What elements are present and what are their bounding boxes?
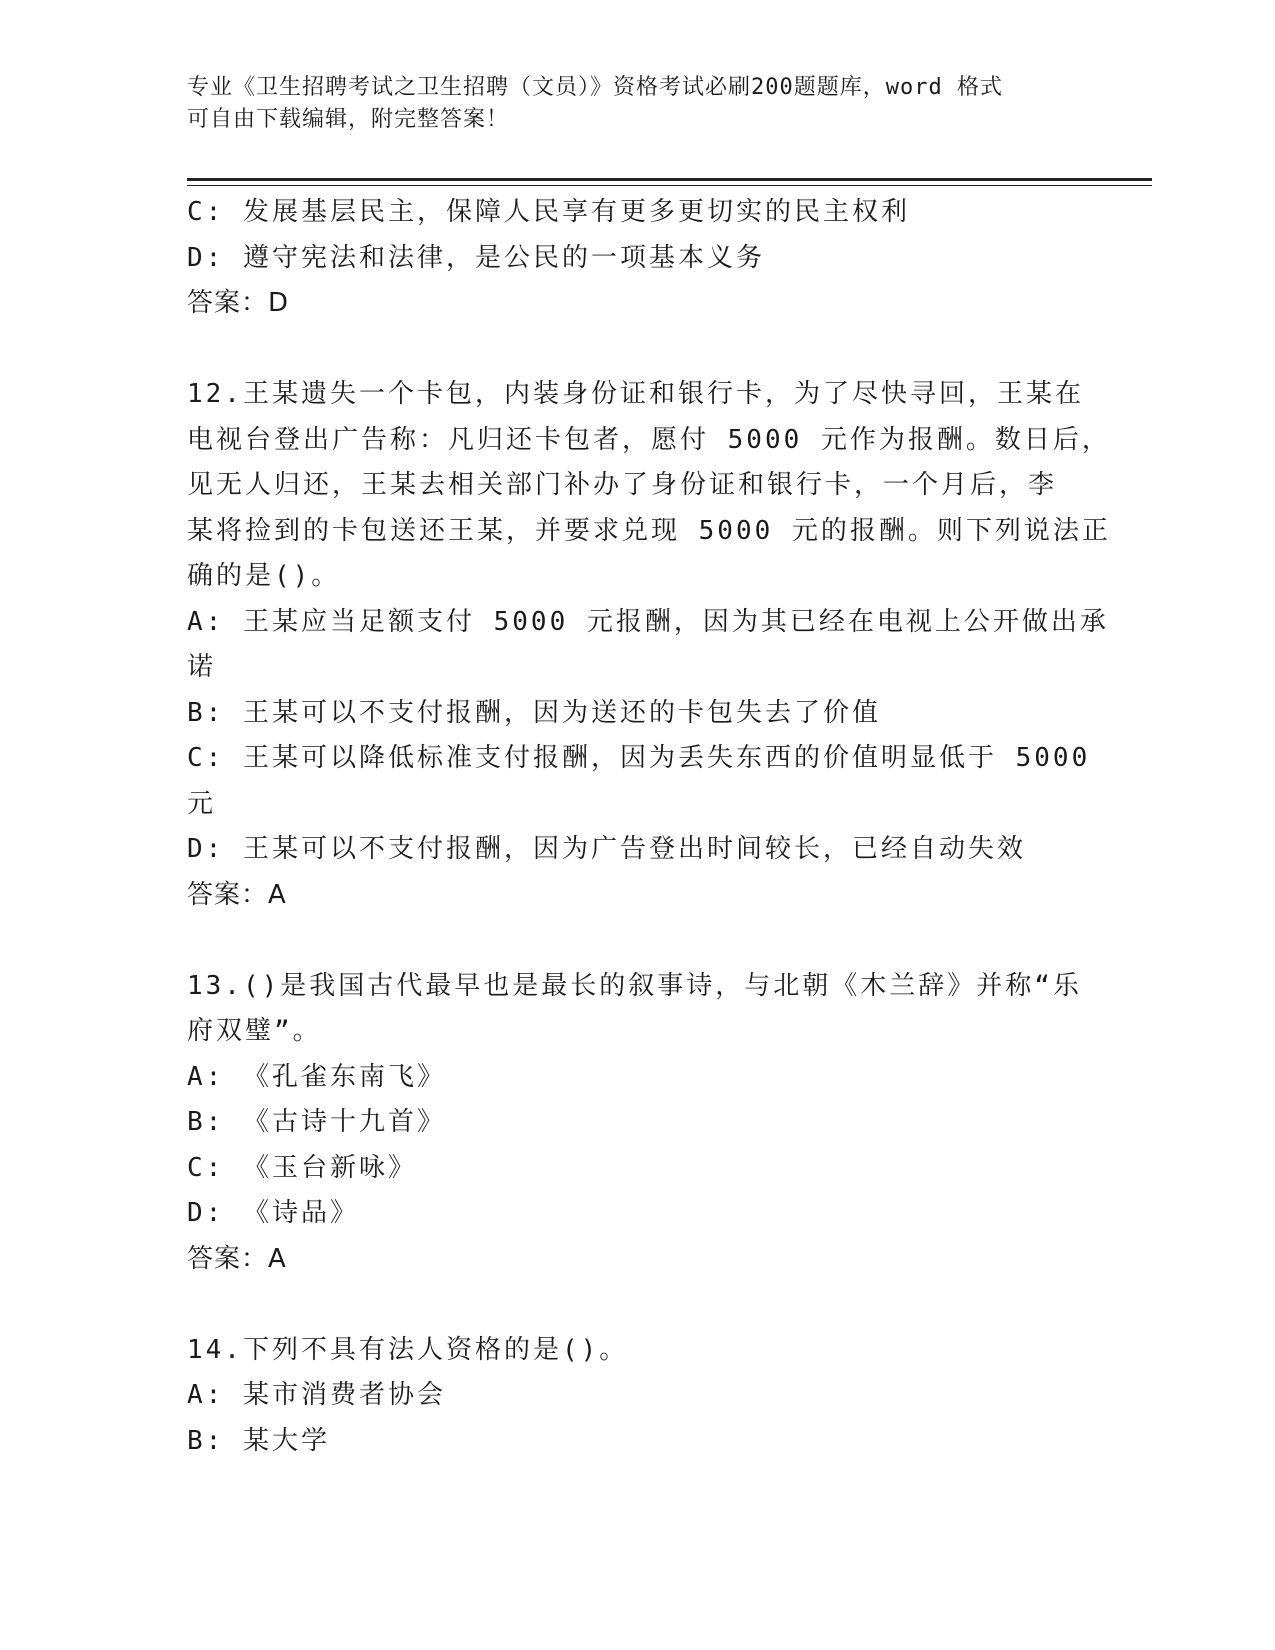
q12-option-c-line-2: 元 xyxy=(187,788,217,819)
q13-option-c: C: 《玉台新咏》 xyxy=(187,1152,417,1183)
q12-option-a-line-1: A: 王某应当足额支付 5000 元报酬，因为其已经在电视上公开做出承 xyxy=(187,606,1109,637)
q12-stem-line-5: 确的是()。 xyxy=(187,561,341,591)
q12-option-d: D: 王某可以不支付报酬，因为广告登出时间较长，已经自动失效 xyxy=(187,834,1026,864)
q12-answer: 答案：A xyxy=(187,879,287,910)
q13-option-a: A: 《孔雀东南飞》 xyxy=(187,1061,446,1092)
q11-option-d: D: 遵守宪法和法律，是公民的一项基本义务 xyxy=(187,242,765,273)
q11-answer: 答案：D xyxy=(187,288,290,318)
q12-stem-line-1: 12.王某遗失一个卡包，内装身份证和银行卡，为了尽快寻回，王某在 xyxy=(187,379,1084,409)
spacer xyxy=(187,1282,1087,1328)
document-header xyxy=(187,72,1087,136)
q12-stem-line-4: 某将捡到的卡包送还王某，并要求兑现 5000 元的报酬。则下列说法正 xyxy=(187,515,1111,546)
q11-option-c: C: 发展基层民主，保障人民享有更多更切实的民主权利 xyxy=(187,197,910,227)
q13-stem-line-1: 13.()是我国古代最早也是最长的叙事诗，与北朝《木兰辞》并称“乐 xyxy=(187,970,1082,1001)
q12-option-b: B: 王某可以不支付报酬，因为送还的卡包失去了价值 xyxy=(187,697,881,728)
q12-stem-line-3: 见无人归还，王某去相关部门补办了身份证和银行卡，一个月后，李 xyxy=(187,470,1058,500)
q14-option-a: A: 某市消费者协会 xyxy=(187,1380,446,1410)
spacer xyxy=(187,327,1087,373)
q13-option-b: B: 《古诗十九首》 xyxy=(187,1107,446,1137)
q12-option-a-line-2: 诺 xyxy=(187,652,217,682)
header-title-line-2: 可自由下载编辑，附完整答案！ xyxy=(187,107,510,132)
q14-option-b: B: 某大学 xyxy=(187,1425,330,1456)
header-divider-thin xyxy=(187,185,1152,186)
q13-stem-line-2: 府双璧”。 xyxy=(187,1016,322,1046)
q12-stem-line-2: 电视台登出广告称：凡归还卡包者，愿付 5000 元作为报酬。数日后， xyxy=(187,424,1111,455)
question-list xyxy=(187,190,1111,1464)
q13-answer: 答案：A xyxy=(187,1243,287,1274)
q13-option-d: D: 《诗品》 xyxy=(187,1198,359,1228)
header-divider-thick xyxy=(187,178,1152,181)
spacer xyxy=(187,918,1087,964)
q12-option-c-line-1: C: 王某可以降低标准支付报酬，因为丢失东西的价值明显低于 5000 xyxy=(187,743,1091,773)
q14-stem-line-1: 14.下列不具有法人资格的是()。 xyxy=(187,1334,629,1365)
header-title-line-1: 专业《卫生招聘考试之卫生招聘（文员）》资格考试必刷200题题库，word 格式 xyxy=(187,75,1003,100)
